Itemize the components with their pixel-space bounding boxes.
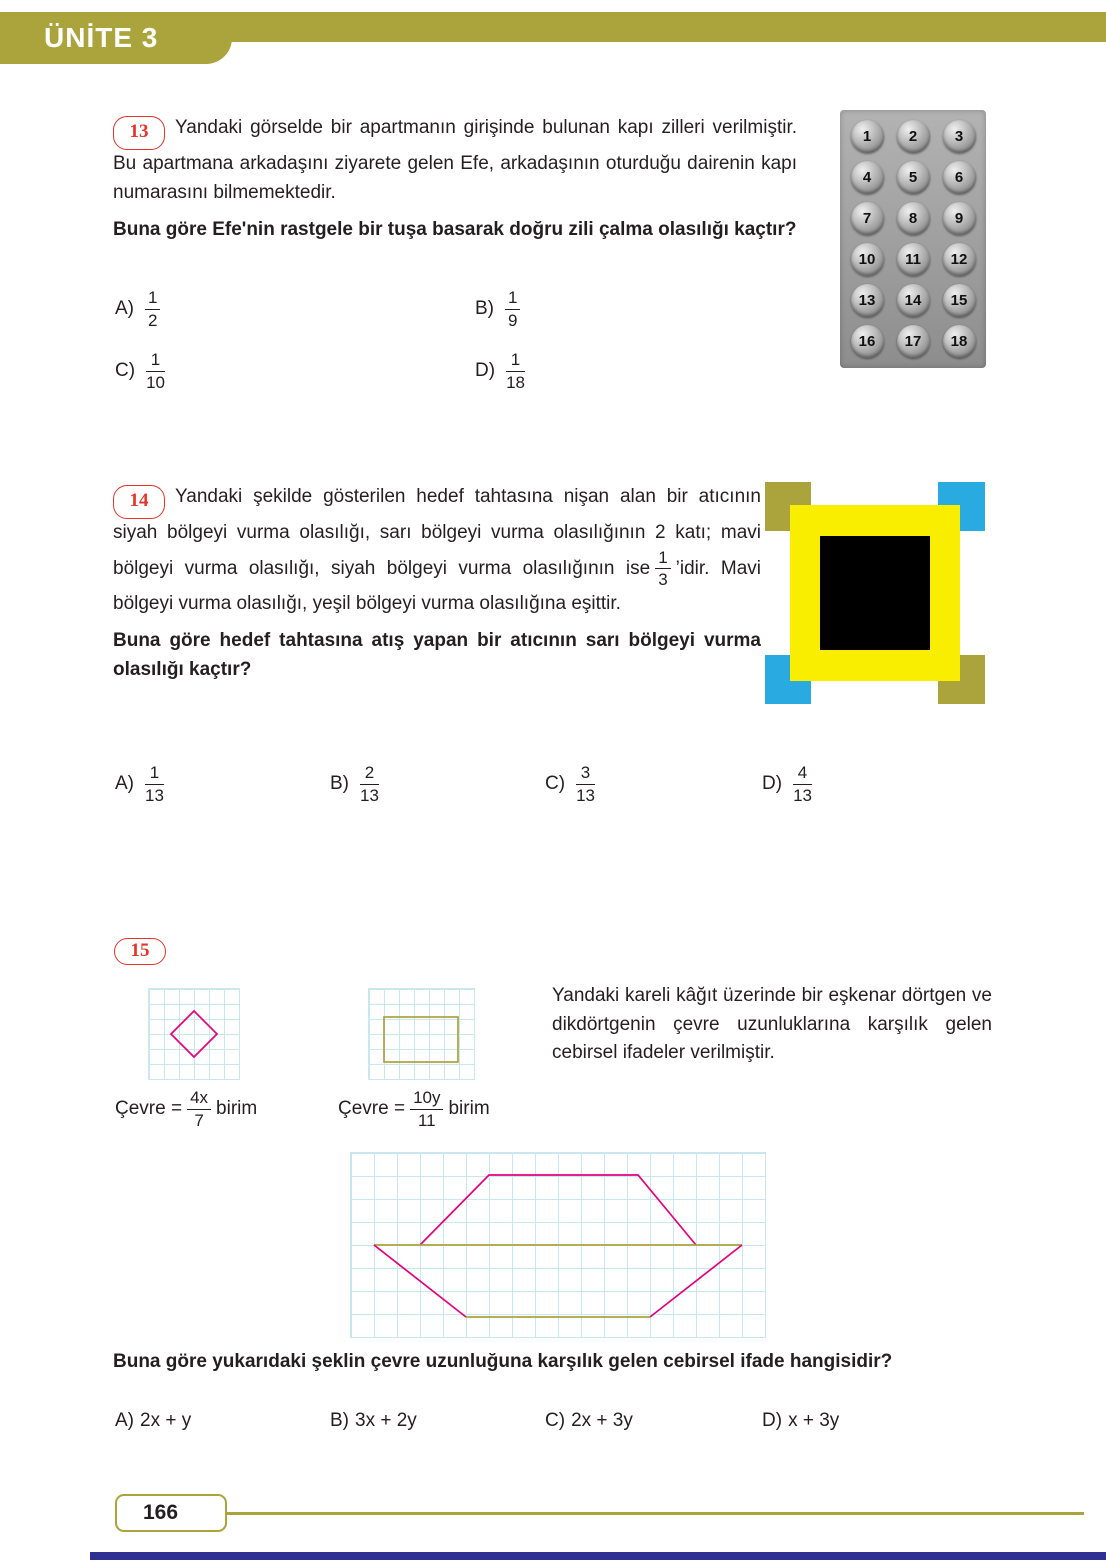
doorbell-button: 1 [851,120,884,153]
q13-question-bold: Buna göre Efe'nin rastgele bir tuşa basarak doğru zili çalma olasılığı kaçtır? [113,218,797,240]
target-board [765,482,985,704]
q14-number-badge: 14 [113,485,165,519]
page-number-badge [115,1494,227,1532]
doorbell-button: 10 [851,243,884,276]
doorbell-panel [840,110,986,368]
fraction: $\frac{1}{10}$ [146,350,165,392]
q15-option-c [545,1410,633,1432]
option-text: 2x + y [140,1410,192,1431]
question-14-block [113,483,761,684]
unit-title: ÜNİTE 3 [44,22,159,53]
caption-prefix: Çevre = [338,1098,406,1120]
q14-intro [113,483,761,619]
fraction: $\frac{4}{13}$ [793,763,812,805]
q15-option-d [762,1410,839,1432]
q13-option-c [115,350,170,392]
doorbell-button: 5 [897,161,930,194]
q15-question-block [113,1348,1043,1377]
doorbell-button: 2 [897,120,930,153]
option-label: B) [330,773,349,795]
q14-option-a [115,763,169,805]
q15-option-a [115,1410,191,1432]
caption-suffix: birim [216,1098,258,1120]
option-label: C) [545,1410,566,1431]
bottom-edge-bar [90,1552,1106,1560]
q15-side-text: Yandaki kareli kâğıt üzerinde bir eşkenar dörtgen ve dikdörtgenin çevre uzunluklarına karşılık gelen cebirsel ifadeler verilmiştir. [552,985,992,1063]
doorbell-button: 6 [943,161,976,194]
doorbell-button: 12 [943,243,976,276]
rhombus-grid [148,988,240,1080]
option-label: B) [475,298,494,320]
option-label: A) [115,298,134,320]
option-label: C) [115,360,136,382]
fraction: $\frac{2}{13}$ [360,763,379,805]
fraction: $\frac{10y}{11}$ [410,1088,443,1130]
composite-shape [351,1153,765,1337]
fraction: $\frac{4x}{7}$ [187,1088,211,1130]
q13-number-badge: 13 [113,116,165,150]
rectangle-grid [368,988,475,1080]
question-13-block [113,114,797,245]
q15-option-b [330,1410,417,1432]
footer-rule [128,1512,1084,1515]
option-label: A) [115,1410,134,1431]
doorbell-button: 16 [851,325,884,358]
q14-option-c [545,763,600,805]
doorbell-button: 13 [851,284,884,317]
option-text: x + 3y [788,1410,840,1431]
q15-number-badge: 15 [114,938,166,965]
rhombus-shape [149,989,239,1079]
doorbell-button: 17 [897,325,930,358]
option-label: A) [115,773,134,795]
option-label: D) [475,360,496,382]
q13-option-b [475,288,525,330]
fraction: $\frac{1}{2}$ [145,288,160,330]
doorbell-button: 15 [943,284,976,317]
rectangle-shape [369,989,474,1079]
doorbell-button: 3 [943,120,976,153]
option-label: D) [762,1410,783,1431]
option-text: 3x + 2y [355,1410,417,1431]
fraction: $\frac{1}{18}$ [506,350,525,392]
question-15-badge-block [114,938,176,965]
rectangle-perimeter-caption [338,1088,490,1130]
option-text: 2x + 3y [571,1410,633,1431]
doorbell-button: 4 [851,161,884,194]
option-label: D) [762,773,783,795]
q13-intro [113,114,797,208]
caption-suffix: birim [448,1098,490,1120]
page-number: 166 [143,1501,179,1524]
doorbell-button: 8 [897,202,930,235]
q14-intro-part1: Yandaki şekilde gösterilen hedef tahtasına nişan alan bir atıcının siyah bölgeyi vurma olasılığı, sarı bölgeyi vurma olasılığının 2 katı; mavi bölgeyi vurma olasılığı, siyah bölgeyi vurma olasılığının ise [113,486,761,579]
doorbell-button: 7 [851,202,884,235]
option-label: C) [545,773,566,795]
caption-prefix: Çevre = [115,1098,183,1120]
q14-intro-part2: ’idir. Mavi bölgeyi vurma olasılığı, yeşil bölgeyi vurma olasılığına eşittir. [113,557,761,614]
inline-fraction: $\frac{1}{3}$ [655,548,670,590]
fraction: $\frac{1}{13}$ [145,763,164,805]
doorbell-button: 11 [897,243,930,276]
target-black-square [820,536,930,650]
q15-question-bold: Buna göre yukarıdaki şeklin çevre uzunluğuna karşılık gelen cebirsel ifade hangisidir? [113,1351,893,1372]
q14-option-d [762,763,817,805]
doorbell-button: 18 [943,325,976,358]
fraction: $\frac{3}{13}$ [576,763,595,805]
doorbell-button: 9 [943,202,976,235]
rhombus-perimeter-caption [115,1088,257,1130]
fraction: $\frac{1}{9}$ [505,288,520,330]
q13-option-d [475,350,530,392]
unit-header [0,12,232,64]
q14-question-bold: Buna göre hedef tahtasına atış yapan bir atıcının sarı bölgeyi vurma olasılığı kaçtır? [113,629,761,680]
doorbell-button: 14 [897,284,930,317]
q13-intro-text: Yandaki görselde bir apartmanın girişinde bulunan kapı zilleri verilmiştir. Bu apartmana arkadaşını ziyarete gelen Efe, arkadaşının oturduğu dairenin kapı numarasını bilmemektedir. [113,117,797,203]
q14-option-b [330,763,384,805]
q13-option-a [115,288,165,330]
composite-shape-grid [350,1152,766,1338]
option-label: B) [330,1410,349,1431]
